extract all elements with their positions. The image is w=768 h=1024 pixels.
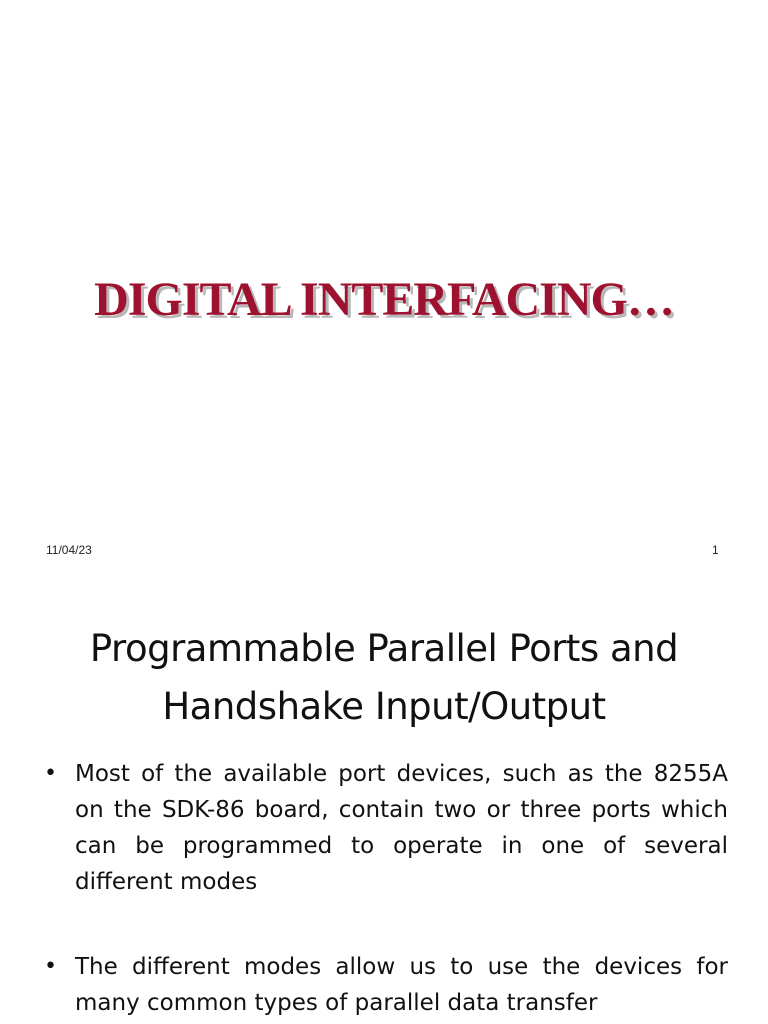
- bullet-dot-icon: •: [44, 954, 57, 979]
- bullet-item: [40, 949, 728, 1021]
- bullet-text: Most of the available port devices, such as the 8255A on the SDK-86 board, contain two or three ports which can be programmed to operate in one of several different modes: [75, 761, 728, 895]
- slide-title: DIGITAL INTERFACING…: [94, 273, 674, 326]
- slide-page-number: 1: [712, 543, 719, 557]
- bullet-list: [40, 756, 728, 1021]
- slide-heading-line-2: Handshake Input/Output: [162, 685, 606, 728]
- slide-heading: [40, 620, 728, 736]
- slide-2: [0, 576, 768, 1024]
- bullet-text: The different modes allow us to use the devices for many common types of parallel data transfer: [75, 954, 728, 1016]
- slide-date: 11/04/23: [46, 543, 92, 557]
- bullet-dot-icon: •: [44, 761, 57, 786]
- bullet-item: [40, 756, 728, 900]
- slide-heading-line-1: Programmable Parallel Ports and: [89, 627, 679, 670]
